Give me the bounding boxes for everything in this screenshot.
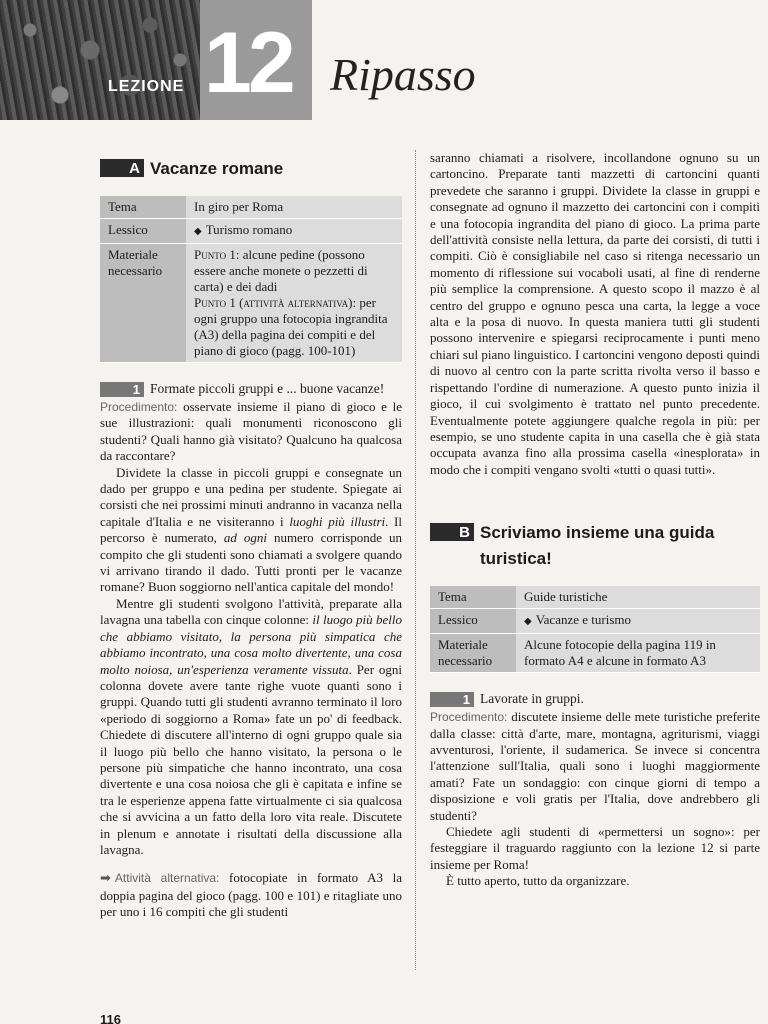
section-a-heading [100,156,402,182]
activity-a1-heading [100,381,402,397]
italic-text: il luogo più bello che abbiamo visitato, la persona più simpatica che abbiamo incontrato, una cosa molto divertente, una cosa molto noiosa, un'esperienza veramente vissuta [100,612,402,677]
alternativa-label: Attività alternativa: [114,871,220,886]
paragraph-text: Mentre gli studenti svolgono l'attività, preparate alla lavagna una tabella con cinque colonne: [100,595,402,628]
table-row [430,586,760,609]
procedimento-label: Procedimento: [100,400,178,414]
materiale-p2-label: Punto 1 (attività alternativa) [194,295,353,310]
table-row [100,244,402,363]
materiale-p1-text: : alcune pedine (possono essere anche monete o pezzetti di carta) e dei dadi [194,247,368,294]
diamond-bullet-icon: ◆ [524,616,532,628]
page-title: Ripasso [330,49,476,100]
section-b-letter: B [430,523,474,541]
diamond-bullet-icon: ◆ [194,226,202,237]
lessico-label: Lessico [430,609,516,634]
activity-b1-paragraph-1 [430,709,760,824]
italic-text: ad ogni [223,530,267,546]
procedimento-label: Procedimento: [430,710,508,725]
section-b-info-table [430,586,760,673]
materiale-label: Materiale necessario [430,634,516,673]
materiale-value: Alcune fotocopie della pagina 119 in formato A4 e alcune in formato A3 [516,634,760,673]
section-a-info-table [100,196,402,363]
lessico-label: Lessico [100,219,186,244]
materiale-cell [186,244,402,363]
activity-b1-paragraph-2: Chiedete agli studenti di «permettersi un sogno»: per festeggiare il traguardo raggiunto con la lezione 12 si parte insieme per Roma! [430,823,760,872]
materiale-p1-label: Punto 1 [194,247,236,262]
paragraph-text: discutete insieme delle mete turistiche preferite dalla classe: città d'arte, mare, montagna, agriturismi, viaggi avventurosi, l'oriente, il sudamerica. Se invece si concentra l'attenzione sull'Italia, quali sono i luoghi maggiormente amati? Fate un sondaggio: con cinque giorni di tempo a disposizione e voli gratis per l'Italia, dove andrebbero gli studenti? [430,709,760,823]
table-row [430,634,760,673]
activity-a1-number: 1 [100,382,144,397]
table-row [430,609,760,634]
section-b-heading [430,520,760,572]
left-column [100,150,402,921]
lessico-cell [186,219,402,244]
activity-b1-heading [430,691,760,707]
section-b-title: Scriviamo insieme una guida turistica! [480,523,715,569]
tema-value: Guide turistiche [516,586,760,609]
paragraph-text: numero corrisponde un compito che gli studenti sono chiamati a svolgere quando vi arrivano tirando il dado. Tutti pronti per le vacanze romane? Buon soggiorno nell'antica capitale del mondo! [100,530,402,595]
lesson-number: 12 [204,15,292,111]
italic-text: luoghi più illustri [289,513,386,529]
paragraph-text: Dividete la classe in piccoli gruppi e consegnate un dado per gruppo e una pedina per studente. Spiegate ai corsisti che nei prossimi minuti andranno in vacanza nella capitale d'Italia e ne visiteranno i [100,464,402,529]
section-a-title: Vacanze romane [150,159,284,178]
activity-b1-number: 1 [430,692,474,707]
lessico-value: Vacanze e turismo [535,612,631,628]
lessico-cell [516,609,760,634]
table-row [100,196,402,219]
activity-b1-paragraph-3: È tutto aperto, tutto da organizzare. [446,873,630,889]
column-divider [415,150,416,970]
tema-label: Tema [100,196,186,219]
right-column [430,150,760,890]
section-a-letter: A [100,159,144,177]
materiale-p2-text: : per ogni gruppo una fotocopia ingrandita (A3) della pagina dei compiti e del piano di gioco (pagg. 100-101) [194,295,388,358]
page-number: 116 [100,1012,121,1024]
activity-a1-paragraph-1 [100,399,402,465]
materiale-label: Materiale necessario [100,244,186,363]
arrow-right-icon: ➡ [100,871,111,887]
tema-label: Tema [430,586,516,609]
activity-a1-alternative [100,870,402,920]
tema-value: In giro per Roma [186,196,402,219]
activity-a1-paragraph-3 [100,596,402,859]
activity-a1-title: Formate piccoli gruppi e ... buone vacanze! [150,381,385,396]
paragraph-text: . Il percorso è numerato, [100,513,402,546]
table-row [100,219,402,244]
activity-b1-title: Lavorate in gruppi. [480,691,584,707]
activity-a1-paragraph-2 [100,465,402,596]
lesson-label: LEZIONE [108,78,185,95]
continuation-paragraph: saranno chiamati a risolvere, incollandone ognuno su un cartoncino. Preparate tanti mazzetti di cartoncini quanti prevedete che saranno i gruppi. Dividete la classe in gruppi e consegnate ad ognuno il mazzetto dei cartoncini con i compiti e una fotocopia ingrandita del piano di gioco. La prima parte dell'attività consiste nella lettura, da parte dei corsisti, di tutti i compiti. Ciò è consigliabile nel caso si ritenga necessario un momento di riflessione sui vocaboli usati, al fine di renderne più semplice la comprensione. A questo scopo il mazzo è al centro del gruppo e ognuno pesca una carta, la legge a voce alta e la posa di nuovo. In questa maniera tutti gli studenti possono intervenire e spiegarsi reciprocamente i punti meno chiari sul piano linguistico. I cartoncini vengono deposti quindi di nuovo al centro con la parte scritta rivolta verso il basso e rispettando l'ordine di numerazione. A questo punto inizia il gioco, il cui svolgimento è trattato nel punto precedente. Eventualmente potete aggiungere qualche regola in più: per esempio, se uno studente capita in una casella che è già stata occupata avanza fino alla prossima casella «inesplorata» in modo che i compiti vengano svolti «tutti o quasi tutti». [430,150,760,477]
paragraph-text: osservate insieme il piano di gioco e le sue illustrazioni: quali monumenti riconoscono gli studenti? Quali hanno già visitato? Qualcuno ha qualcosa da raccontare? [100,399,402,464]
paragraph-text: fotocopiate in formato A3 la doppia pagina del gioco (pagg. 100 e 101) e ritagliate uno per uno i 16 compiti che gli studenti [100,870,402,920]
paragraph-text: . Per ogni colonna dovete avere tante righe vuote quanti sono i gruppi. Quando tutti gli studenti avranno terminato il loro «periodo di soggiorno a Roma» fate un po' di feedback. Chiedete di discutere all'interno di ogni gruppo quale sia il luogo più bello che hanno visitato, la persona o le persone più simpatiche che hanno incontrato, una cosa divertente e una cosa noiosa che gli è capitata e infine se tra le esperienze appena fatte virtualmente ci sia qualcosa che si avvicina a un fatto della loro vita reale. Discutete in plenum e annotate i risultati della discussione alla lavagna. [100,661,402,857]
lessico-value: Turismo romano [205,222,293,237]
